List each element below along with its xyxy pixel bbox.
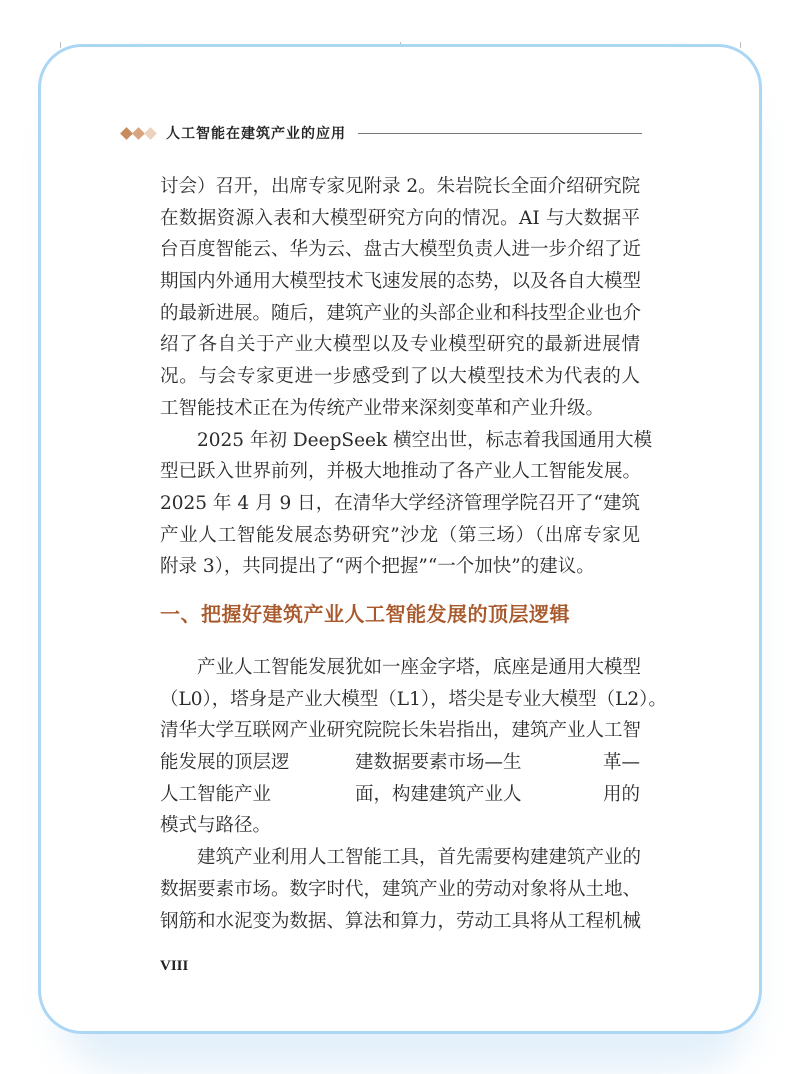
text-line: 产业人工智能发展犹如一座金字塔，底座是通用大模型 xyxy=(160,657,642,678)
text-line: 况。与会专家更进一步感受到了以大模型技术为代表的人 xyxy=(160,366,640,388)
text-line-partial xyxy=(160,779,640,811)
crop-mark xyxy=(60,42,61,48)
text-segment: 面，构建建筑产业人 xyxy=(355,783,522,805)
running-header-title: 人工智能在建筑产业的应用 xyxy=(166,126,346,142)
text-line: （L0），塔身是产业大模型（L1），塔尖是专业大模型（L2）。 xyxy=(160,688,667,710)
text-line: 在数据资源入表和大模型研究方向的情况。AI 与大数据平 xyxy=(160,207,640,229)
text-segment: 用的 xyxy=(602,783,640,805)
text-line: 建筑产业利用人工智能工具，首先需要构建建筑产业的 xyxy=(160,847,642,869)
text-line-partial xyxy=(160,747,640,779)
diamond-icon xyxy=(144,127,157,140)
text-segment: 能发展的顶层逻 xyxy=(160,752,290,774)
page-number: VIII xyxy=(160,958,189,974)
text-line: 讨会）召开，出席专家见附录 2。朱岩院长全面介绍研究院 xyxy=(160,176,641,197)
crop-mark xyxy=(740,42,741,48)
text-line: 模式与路径。 xyxy=(160,815,272,837)
text-line: 产业人工智能发展态势研究”沙龙（第三场）（出席专家见 xyxy=(160,524,640,546)
section-heading: 一、把握好建筑产业人工智能发展的顶层逻辑 xyxy=(160,602,570,626)
header-rule xyxy=(358,133,642,134)
running-header xyxy=(122,122,642,144)
text-line: 数据要素市场。数字时代，建筑产业的劳动对象将从土地、 xyxy=(160,878,642,900)
text-line: 绍了各自关于产业大模型以及专业模型研究的最新进展情 xyxy=(160,334,640,356)
text-segment: 建数据要素市场—生 xyxy=(355,752,522,774)
text-line: 2025 年初 DeepSeek 横空出世，标志着我国通用大模 xyxy=(160,429,653,451)
text-line: 2025 年 4 月 9 日，在清华大学经济管理学院召开了“建筑 xyxy=(160,492,640,514)
paragraph-3 xyxy=(160,652,667,937)
text-line: 钢筋和水泥变为数据、算法和算力，劳动工具将从工程机械 xyxy=(160,910,642,932)
text-line: 的最新进展。随后，建筑产业的头部企业和科技型企业也介 xyxy=(160,302,642,324)
text-line: 附录 3），共同提出了“两个把握”“一个加快”的建议。 xyxy=(160,556,595,578)
text-segment: 革— xyxy=(602,752,640,774)
paragraph-1 xyxy=(160,171,653,583)
text-line: 工智能技术正在为传统产业带来深刻变革和产业升级。 xyxy=(160,397,605,419)
text-line: 台百度智能云、华为云、盘古大模型负责人进一步介绍了近 xyxy=(160,239,642,261)
text-line: 期国内外通用大模型技术飞速发展的态势，以及各自大模型 xyxy=(160,271,642,293)
text-line: 型已跃入世界前列，并极大地推动了各产业人工智能发展。 xyxy=(160,461,642,483)
text-segment: 人工智能产业 xyxy=(160,783,272,805)
text-line: 清华大学互联网产业研究院院长朱岩指出，建筑产业人工智 xyxy=(160,720,642,742)
